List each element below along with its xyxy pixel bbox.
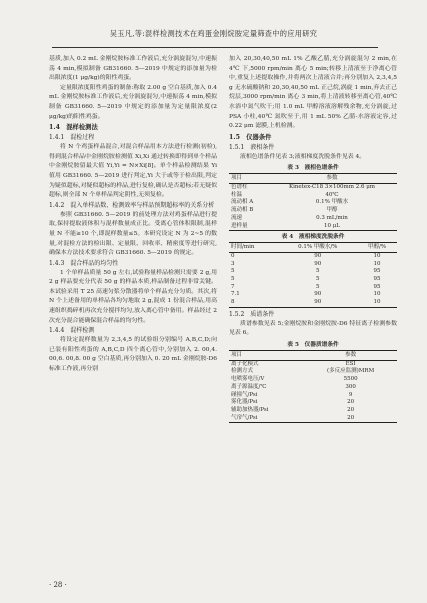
table-cell: 离子源温度/℃ bbox=[231, 383, 267, 390]
table-cell: 10 bbox=[373, 260, 381, 267]
table-cell: 流动相 A bbox=[231, 199, 254, 206]
subsection-heading: 1.5.1 液相条件 bbox=[229, 143, 275, 151]
table-cell: 3 bbox=[231, 260, 235, 267]
table-row bbox=[229, 184, 397, 192]
table-cell: 雾化器/Psi bbox=[231, 399, 258, 406]
subsection-heading: 1.4.2 混入单样品数、检测效率与样品预期超标率的关系分析 bbox=[49, 201, 215, 209]
section-heading: 1.5 仪器条件 bbox=[229, 133, 272, 141]
table-cell: 5500 bbox=[343, 376, 358, 383]
table-cell: 9 bbox=[348, 391, 353, 398]
table-cell: Kinetex-C18 3×100mm 2.6 μm bbox=[288, 184, 375, 191]
table-cell: 流速 bbox=[231, 214, 243, 221]
table-caption: 表 3 液相色谱条件 bbox=[287, 165, 339, 172]
paragraph: 基质,加入 0.2 mL 金刚烷胺标准工作液后,充分涡旋混匀,中速振荡 4 min,模拟制备 GB31660. 5—2019 中规定的添加量为检出限浓度(1 μg/kg)的阳性鸡蛋。 bbox=[49, 56, 217, 82]
table-cell: 7 bbox=[231, 283, 235, 290]
table-cell: 20 bbox=[347, 407, 355, 413]
table-row bbox=[229, 407, 397, 415]
table-cell: 5 bbox=[231, 276, 235, 283]
table-header-row bbox=[229, 243, 397, 253]
table-row bbox=[229, 268, 397, 276]
table-cell: 0.3 mL/min bbox=[316, 214, 348, 221]
table-4 bbox=[229, 242, 397, 308]
table-row bbox=[229, 299, 397, 307]
table-row bbox=[229, 252, 397, 260]
column-header: 参数 bbox=[304, 351, 397, 361]
table-row bbox=[229, 261, 397, 269]
table-cell: 10 bbox=[373, 291, 381, 298]
table-cell: 检测方式 bbox=[231, 368, 254, 375]
table-cell: 10 bbox=[373, 299, 381, 306]
table-cell: 7.1 bbox=[231, 291, 240, 298]
right-column bbox=[229, 55, 397, 425]
section-heading: 1.4 混样检测法 bbox=[49, 124, 98, 132]
table-cell: 柱温 bbox=[231, 191, 243, 198]
table-caption: 表 5 仪器质谱条件 bbox=[287, 342, 339, 349]
table-cell: 甲醇 bbox=[326, 207, 338, 214]
table-row bbox=[229, 199, 397, 207]
column-header: 甲醇/% bbox=[357, 243, 397, 253]
table-row bbox=[229, 376, 397, 384]
paragraph: 定量限浓度阳性鸡蛋的制备:称取 2.00 g 空白基质,加入 0.4 mL 金刚烷胺标准工作液后,充分涡旋混匀,中速振荡 4 min,模拟制备 GB31660. 5—2019 中规定的添加量为定量限浓度(2 μg/kg)的阳性鸡蛋。 bbox=[49, 84, 217, 120]
paragraph: 质谱参数见表 5;金刚烷胺和金刚烷胺-D6 特征离子检测参数见表 6。 bbox=[229, 320, 397, 337]
table-cell: 色谱柱 bbox=[231, 184, 248, 191]
table-cell: 辅助加热器/Psi bbox=[231, 407, 269, 413]
column-header: 项目 bbox=[229, 174, 267, 184]
subsection-heading: 1.4.4 混样检测 bbox=[49, 327, 95, 335]
paragraph: 液相色谱条件见表 3;液相梯度洗脱条件见表 4。 bbox=[240, 153, 366, 160]
column-header: 时间/min bbox=[229, 243, 279, 253]
table-cell: 5 bbox=[316, 268, 320, 275]
left-column bbox=[49, 55, 217, 375]
table-cell: ESI bbox=[345, 360, 356, 367]
column-header: 参数 bbox=[267, 174, 397, 184]
table-row bbox=[229, 384, 397, 392]
table-cell: 300 bbox=[345, 383, 356, 390]
table-cell: 95 bbox=[373, 283, 381, 290]
table-cell: 8 bbox=[231, 299, 235, 306]
table-cell: 90 bbox=[314, 299, 322, 306]
table-header-row bbox=[229, 351, 397, 361]
paragraph: 将设定混样数量为 2,3,4,5 的试验组分别编号 A,B,C,D;向已装有阳性鸡蛋的 A,B,C,D 四个离心管中,分别加入 2. 00,4. 00,6. 00,8. 00 g 空白基质,再分别加入 0. 20 mL 金刚烷胺-D6 标准工作液,再分别 bbox=[49, 337, 217, 373]
table-cell: 离子化模式 bbox=[231, 360, 259, 367]
table-cell: (多反应监测)MRM bbox=[327, 368, 375, 375]
table-cell: 电喷雾电压/V bbox=[231, 376, 265, 383]
table-cell: 20 bbox=[347, 414, 355, 421]
table-cell: 40℃ bbox=[325, 191, 339, 198]
table-row bbox=[229, 223, 397, 231]
table-cell: 5 bbox=[231, 268, 235, 275]
table-cell: 0 bbox=[231, 252, 235, 259]
table-row bbox=[229, 284, 397, 292]
table-cell: 5 bbox=[316, 276, 320, 283]
table-cell: 流动相 B bbox=[231, 207, 254, 214]
table-cell: 气帘气/Psi bbox=[231, 414, 258, 421]
table-row bbox=[229, 276, 397, 284]
table-row bbox=[229, 215, 397, 223]
subsection-heading: 1.4.3 混合样品的均匀性 bbox=[49, 259, 119, 267]
running-header: 吴玉凡,等:混样检测技术在鸡蛋金刚烷胺定量筛查中的应用研究 bbox=[109, 29, 318, 38]
table-row bbox=[229, 207, 397, 215]
table-row bbox=[229, 399, 397, 407]
header-rule bbox=[52, 47, 378, 48]
table-cell: 5 bbox=[316, 283, 320, 290]
paragraph: 参照 GB31660. 5—2019 的前处理方法对鸡蛋样品进行提取,保持提取液体积与混样数量成正比。受离心管体积限制,混样量 N 不能≥10 个,即混样数量≤5。本研究设定 N 为 2~5 的数量,对混检方法的检出限、定量限、回收率、精密度等进行研究,确保本方法技术要求符合 GB31660. 5—2019 的规定。 bbox=[49, 211, 217, 257]
table-cell: 10 bbox=[373, 252, 381, 259]
table-5 bbox=[229, 350, 397, 423]
table-cell: 90 bbox=[314, 291, 322, 298]
table-header-row bbox=[229, 174, 397, 184]
subsection-heading: 1.4.1 混检过程 bbox=[49, 134, 95, 142]
subsection-heading: 1.5.2 质谱条件 bbox=[229, 310, 275, 318]
table-cell: 90 bbox=[314, 260, 322, 267]
table-cell: 95 bbox=[373, 268, 381, 275]
table-row bbox=[229, 291, 397, 299]
table-row bbox=[229, 415, 397, 423]
table-cell: 90 bbox=[314, 252, 322, 259]
column-header: 0.1% 甲酸水/% bbox=[279, 243, 357, 253]
table-3 bbox=[229, 173, 397, 231]
paragraph: 1 个单样品质量 50 g 左右,试验称量样品检测只需要 2 g,用 2 g 样品要充分代表 50 g 的样品本质,样品制备过程非常关键。本试验采用 T 25 高速匀浆分散器将单个样品充分匀质。其次,将 N 个上述备用的单样品各均匀地取 2 g,混成 1 份混合样品,用高速组织捣碎机再次充分搅拌均匀,放入离心管中备用。样品经过 2 次充分混合能确保混合样品的均匀性。 bbox=[49, 269, 217, 324]
table-caption: 表 4 液相梯度洗脱条件 bbox=[281, 234, 345, 241]
column-header: 项目 bbox=[229, 351, 304, 361]
table-cell: 10 μL bbox=[323, 222, 340, 229]
table-cell: 进样量 bbox=[231, 222, 248, 229]
table-cell: 20 bbox=[347, 399, 355, 406]
paragraph: 将 N 个鸡蛋样品混合,对混合样品用本方法进行检测(初检),得到混合样品中金刚烷胺检测值 Xi,Xi 通过转换即得到单个样品中金刚烷胺留最大值 Yi,Yi = N×Xi[8]。单个样品检测结果 Yi 值用 GB31660. 5—2019 进行判定,Yi 大于或等于检出限,判定为疑似超标,对疑似超标的样品,进行复检,确认是否超标;若无疑似超标,则全部 N 个单样品判定阴性,无须复检。 bbox=[49, 144, 217, 199]
page-number: · 28 · bbox=[49, 581, 67, 589]
table-cell: 95 bbox=[373, 276, 381, 283]
paragraph: 加入 20,30,40,50 mL 1% 乙酸乙腈,充分涡旋混匀 2 min,在 4℃ 下,5000 rpm/min 离心 5 min;转移上清液至于净离心管中,重复上述提取操作,并将两次上清液合并;再分别加入 2,3,4,5 g 无水硫酸钠和 20,30,40,50 mL 正己烷,涡旋 1 min,弃去正己烷层,3000 rpm/min 离心 3 min,将上清液转移至离心管,40℃ 水浴中氮气吹干;用 1.0 mL 甲醇溶液溶解残余物,充分涡旋,过 PSA 小柱,40℃ 氮吹至于,用 1 mL 50% 乙腈-水溶液定容,过 0.22 μm 滤膜,上机检测。 bbox=[229, 56, 397, 130]
table-cell: 0.1% 甲酸水 bbox=[315, 199, 349, 206]
table-row bbox=[229, 192, 397, 200]
table-cell: 碰撞气/Psi bbox=[231, 391, 258, 398]
